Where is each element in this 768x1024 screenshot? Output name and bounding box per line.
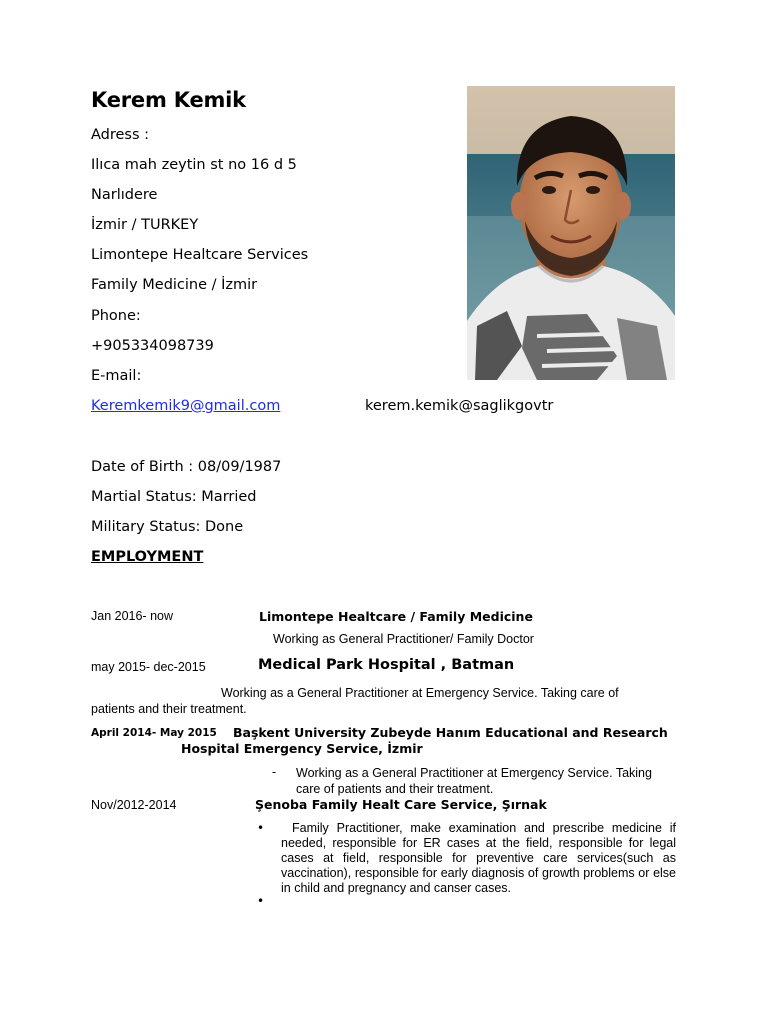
department: Family Medicine / İzmir	[91, 277, 258, 293]
address-line-1: Ilıca mah zeytin st no 16 d 5	[91, 157, 297, 173]
profile-photo	[467, 86, 675, 380]
job-1-description: Working as General Practitioner/ Family Doctor	[273, 632, 534, 646]
address-line-3: İzmir / TURKEY	[91, 217, 199, 233]
job-4-date: Nov/2012-2014	[91, 798, 177, 812]
employment-heading: EMPLOYMENT	[91, 549, 204, 565]
empty-bullet-icon: •	[257, 894, 265, 908]
email-primary-link[interactable]: Keremkemik9@gmail.com	[91, 398, 281, 414]
dash-marker: -	[272, 765, 277, 779]
marital-status: Martial Status: Married	[91, 489, 257, 505]
job-3-date: April 2014- May 2015	[91, 727, 217, 739]
job-3-description-line-1: Working as a General Practitioner at Emergency Service. Taking	[296, 766, 652, 780]
job-4-employer: Şenoba Family Healt Care Service, Şırnak	[255, 797, 547, 812]
job-1-date: Jan 2016- now	[91, 609, 174, 623]
address-label: Adress :	[91, 127, 150, 143]
phone-label: Phone:	[91, 308, 141, 324]
job-2-description-line-1: Working as a General Practitioner at Emergency Service. Taking care of	[221, 686, 619, 700]
email-label: E-mail:	[91, 368, 142, 384]
job-2-description-line-2: patients and their treatment.	[91, 702, 247, 716]
job-4-description: Family Practitioner, make examination and prescribe medicine if needed, responsible for ER cases at the field, responsible for legal cases at field, responsible for preventive care services(such as vaccination), responsible for early diagnosis of growth problems or else in child and pregnancy and canser cases.	[281, 821, 676, 895]
portrait-photo-icon	[467, 86, 675, 380]
job-2-employer: Medical Park Hospital , Batman	[258, 657, 515, 673]
military-status: Military Status: Done	[91, 519, 244, 535]
job-2-date: may 2015- dec-2015	[91, 660, 206, 674]
address-line-2: Narlıdere	[91, 187, 158, 203]
job-3-employer-line-2: Hospital Emergency Service, İzmir	[181, 741, 423, 756]
job-3-description-line-2: care of patients and their treatment.	[296, 782, 494, 796]
email-secondary: kerem.kemik@saglikgovtr	[365, 398, 554, 414]
job-1-employer: Limontepe Healtcare / Family Medicine	[259, 609, 533, 624]
phone-number: +905334098739	[91, 338, 214, 354]
person-name: Kerem Kemik	[91, 88, 246, 112]
date-of-birth: Date of Birth : 08/09/1987	[91, 459, 282, 475]
job-3-employer-line-1: Başkent University Zubeyde Hanım Educational and Research	[233, 725, 668, 740]
workplace: Limontepe Healtcare Services	[91, 247, 309, 263]
bullet-icon: •	[257, 821, 265, 835]
